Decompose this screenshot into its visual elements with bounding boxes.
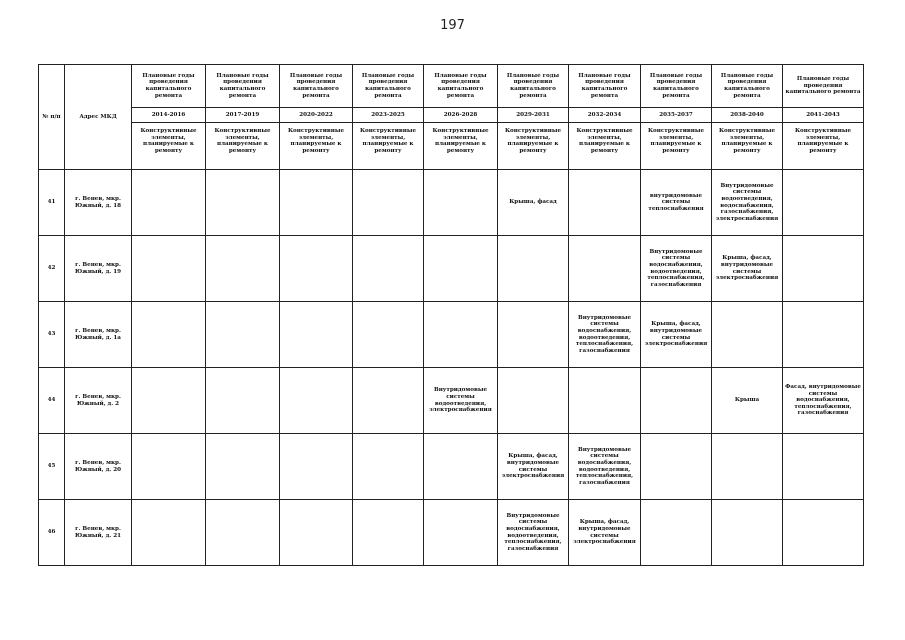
row-address: г. Венев, мкр. Южный, д. 19	[65, 236, 132, 302]
table-cell	[353, 302, 424, 368]
header-num: № п/п	[39, 65, 65, 170]
header-elements-text: Конструктивные элементы, планируемые к ремонту	[794, 128, 852, 154]
header-period-title: Плановые годы проведения капитального ремонта	[712, 65, 783, 108]
table-cell	[569, 170, 641, 236]
header-elements	[424, 123, 498, 170]
table-cell	[424, 434, 498, 500]
table-cell	[353, 368, 424, 434]
table-cell	[206, 368, 280, 434]
row-address: г. Венев, мкр. Южный, д. 18	[65, 170, 132, 236]
header-elements	[712, 123, 783, 170]
header-elements	[280, 123, 353, 170]
table-cell	[132, 236, 206, 302]
table-cell	[712, 500, 783, 566]
header-period-title: Плановые годы проведения капитального ремонта	[569, 65, 641, 108]
table-cell	[280, 236, 353, 302]
table-cell	[783, 500, 864, 566]
row-number: 41	[39, 170, 65, 236]
table-cell: Внутридомовые системы водоснабжения, водоотведения, теплоснабжения, газоснабжения	[569, 302, 641, 368]
table-row	[39, 302, 864, 368]
table-cell: внутридомовые системы теплоснабжения	[641, 170, 712, 236]
table-cell	[280, 302, 353, 368]
table-cell	[206, 170, 280, 236]
header-elements	[132, 123, 206, 170]
header-years: 2032-2034	[569, 108, 641, 123]
table-row	[39, 434, 864, 500]
header-elements	[498, 123, 569, 170]
row-address: г. Венев, мкр. Южный, д. 2	[65, 368, 132, 434]
table-cell	[280, 434, 353, 500]
header-period-title: Плановые годы проведения капитального ремонта	[132, 65, 206, 108]
header-elements-text: Конструктивные элементы, планируемые к ремонту	[214, 128, 271, 154]
row-address: г. Венев, мкр. Южный, д. 21	[65, 500, 132, 566]
table-cell: Крыша, фасад, внутридомовые системы электроснабжения	[712, 236, 783, 302]
table-cell: Крыша, фасад	[498, 170, 569, 236]
table-cell: Крыша, фасад, внутридомовые системы электроснабжения	[641, 302, 712, 368]
table-cell	[712, 434, 783, 500]
table-body	[39, 170, 864, 566]
header-years: 2023-2025	[353, 108, 424, 123]
table-cell	[132, 170, 206, 236]
table-cell	[353, 500, 424, 566]
row-address: г. Венев, мкр. Южный, д. 20	[65, 434, 132, 500]
header-elements	[641, 123, 712, 170]
header-years: 2014-2016	[132, 108, 206, 123]
table-cell	[132, 302, 206, 368]
table-cell: Крыша, фасад, внутридомовые системы электроснабжения	[498, 434, 569, 500]
table-cell	[280, 170, 353, 236]
table-cell	[424, 302, 498, 368]
table-cell: Внутридомовые системы водоснабжения, водоотведения, теплоснабжения, газоснабжения	[641, 236, 712, 302]
header-years: 2017-2019	[206, 108, 280, 123]
row-number: 43	[39, 302, 65, 368]
header-elements	[206, 123, 280, 170]
header-years: 2041-2043	[783, 108, 864, 123]
header-period-title: Плановые годы проведения капитального ремонта	[353, 65, 424, 108]
table-cell	[132, 434, 206, 500]
header-elements	[353, 123, 424, 170]
table-cell: Внутридомовые системы водоотведения, электроснабжения	[424, 368, 498, 434]
table-cell	[424, 170, 498, 236]
header-elements-text: Конструктивные элементы, планируемые к ремонту	[432, 128, 489, 154]
header-elements-text: Конструктивные элементы, планируемые к ремонту	[140, 128, 197, 154]
table-cell	[353, 434, 424, 500]
table-cell	[641, 434, 712, 500]
header-period-title: Плановые годы проведения капитального ремонта	[424, 65, 498, 108]
table-cell	[712, 302, 783, 368]
table-cell	[498, 236, 569, 302]
header-years: 2038-2040	[712, 108, 783, 123]
row-number: 42	[39, 236, 65, 302]
table-header	[39, 65, 864, 170]
header-period-title: Плановые годы проведения капитального ремонта	[783, 65, 864, 108]
table-cell	[569, 368, 641, 434]
table-cell	[783, 170, 864, 236]
header-years: 2029-2031	[498, 108, 569, 123]
table-cell	[641, 368, 712, 434]
table-cell	[353, 170, 424, 236]
header-years: 2020-2022	[280, 108, 353, 123]
header-period-title: Плановые годы проведения капитального ремонта	[280, 65, 353, 108]
row-number: 45	[39, 434, 65, 500]
table-cell: Внутридомовые системы водоотведения, водоснабжения, газоснабжения, электроснабжения	[712, 170, 783, 236]
page-number: 197	[440, 18, 465, 33]
row-number: 44	[39, 368, 65, 434]
table-cell: Внутридомовые системы водоснабжения, водоотведения, теплоснабжения, газоснабжения	[569, 434, 641, 500]
table-cell	[424, 500, 498, 566]
table-cell: Внутридомовые системы водоснабжения, водоотведения, теплоснабжения, газоснабжения	[498, 500, 569, 566]
table-cell	[783, 434, 864, 500]
table-cell	[206, 434, 280, 500]
header-elements	[569, 123, 641, 170]
table-cell	[783, 236, 864, 302]
header-period-title: Плановые годы проведения капитального ремонта	[641, 65, 712, 108]
table-row	[39, 170, 864, 236]
table-cell	[206, 500, 280, 566]
table-cell	[424, 236, 498, 302]
repair-schedule-table	[38, 64, 864, 566]
table-row	[39, 500, 864, 566]
header-years: 2026-2028	[424, 108, 498, 123]
table-cell	[641, 500, 712, 566]
table-cell	[569, 236, 641, 302]
header-elements-text: Конструктивные элементы, планируемые к ремонту	[359, 128, 417, 154]
table-cell	[206, 302, 280, 368]
header-years: 2035-2037	[641, 108, 712, 123]
table-cell: Крыша, фасад, внутридомовые системы электроснабжения	[569, 500, 641, 566]
header-elements-text: Конструктивные элементы, планируемые к ремонту	[287, 128, 345, 154]
header-address: Адрес МКД	[65, 65, 132, 170]
header-elements-text: Конструктивные элементы, планируемые к ремонту	[504, 128, 562, 154]
table-row	[39, 236, 864, 302]
table-cell	[280, 368, 353, 434]
table-cell	[353, 236, 424, 302]
header-elements-text: Конструктивные элементы, планируемые к ремонту	[718, 128, 776, 154]
header-period-title: Плановые годы проведения капитального ремонта	[498, 65, 569, 108]
table-cell	[132, 500, 206, 566]
table-cell	[206, 236, 280, 302]
table-cell	[783, 302, 864, 368]
header-elements	[783, 123, 864, 170]
row-number: 46	[39, 500, 65, 566]
header-elements-text: Конструктивные элементы, планируемые к ремонту	[647, 128, 705, 154]
header-elements-text: Конструктивные элементы, планируемые к ремонту	[576, 128, 633, 154]
table-cell	[498, 302, 569, 368]
table-cell	[498, 368, 569, 434]
table-cell	[280, 500, 353, 566]
table-cell: Крыша	[712, 368, 783, 434]
table-cell: Фасад, внутридомовые системы водоснабжения, теплоснабжения, газоснабжения	[783, 368, 864, 434]
table-cell	[132, 368, 206, 434]
table-row	[39, 368, 864, 434]
row-address: г. Венев, мкр. Южный, д. 1а	[65, 302, 132, 368]
header-period-title: Плановые годы проведения капитального ремонта	[206, 65, 280, 108]
